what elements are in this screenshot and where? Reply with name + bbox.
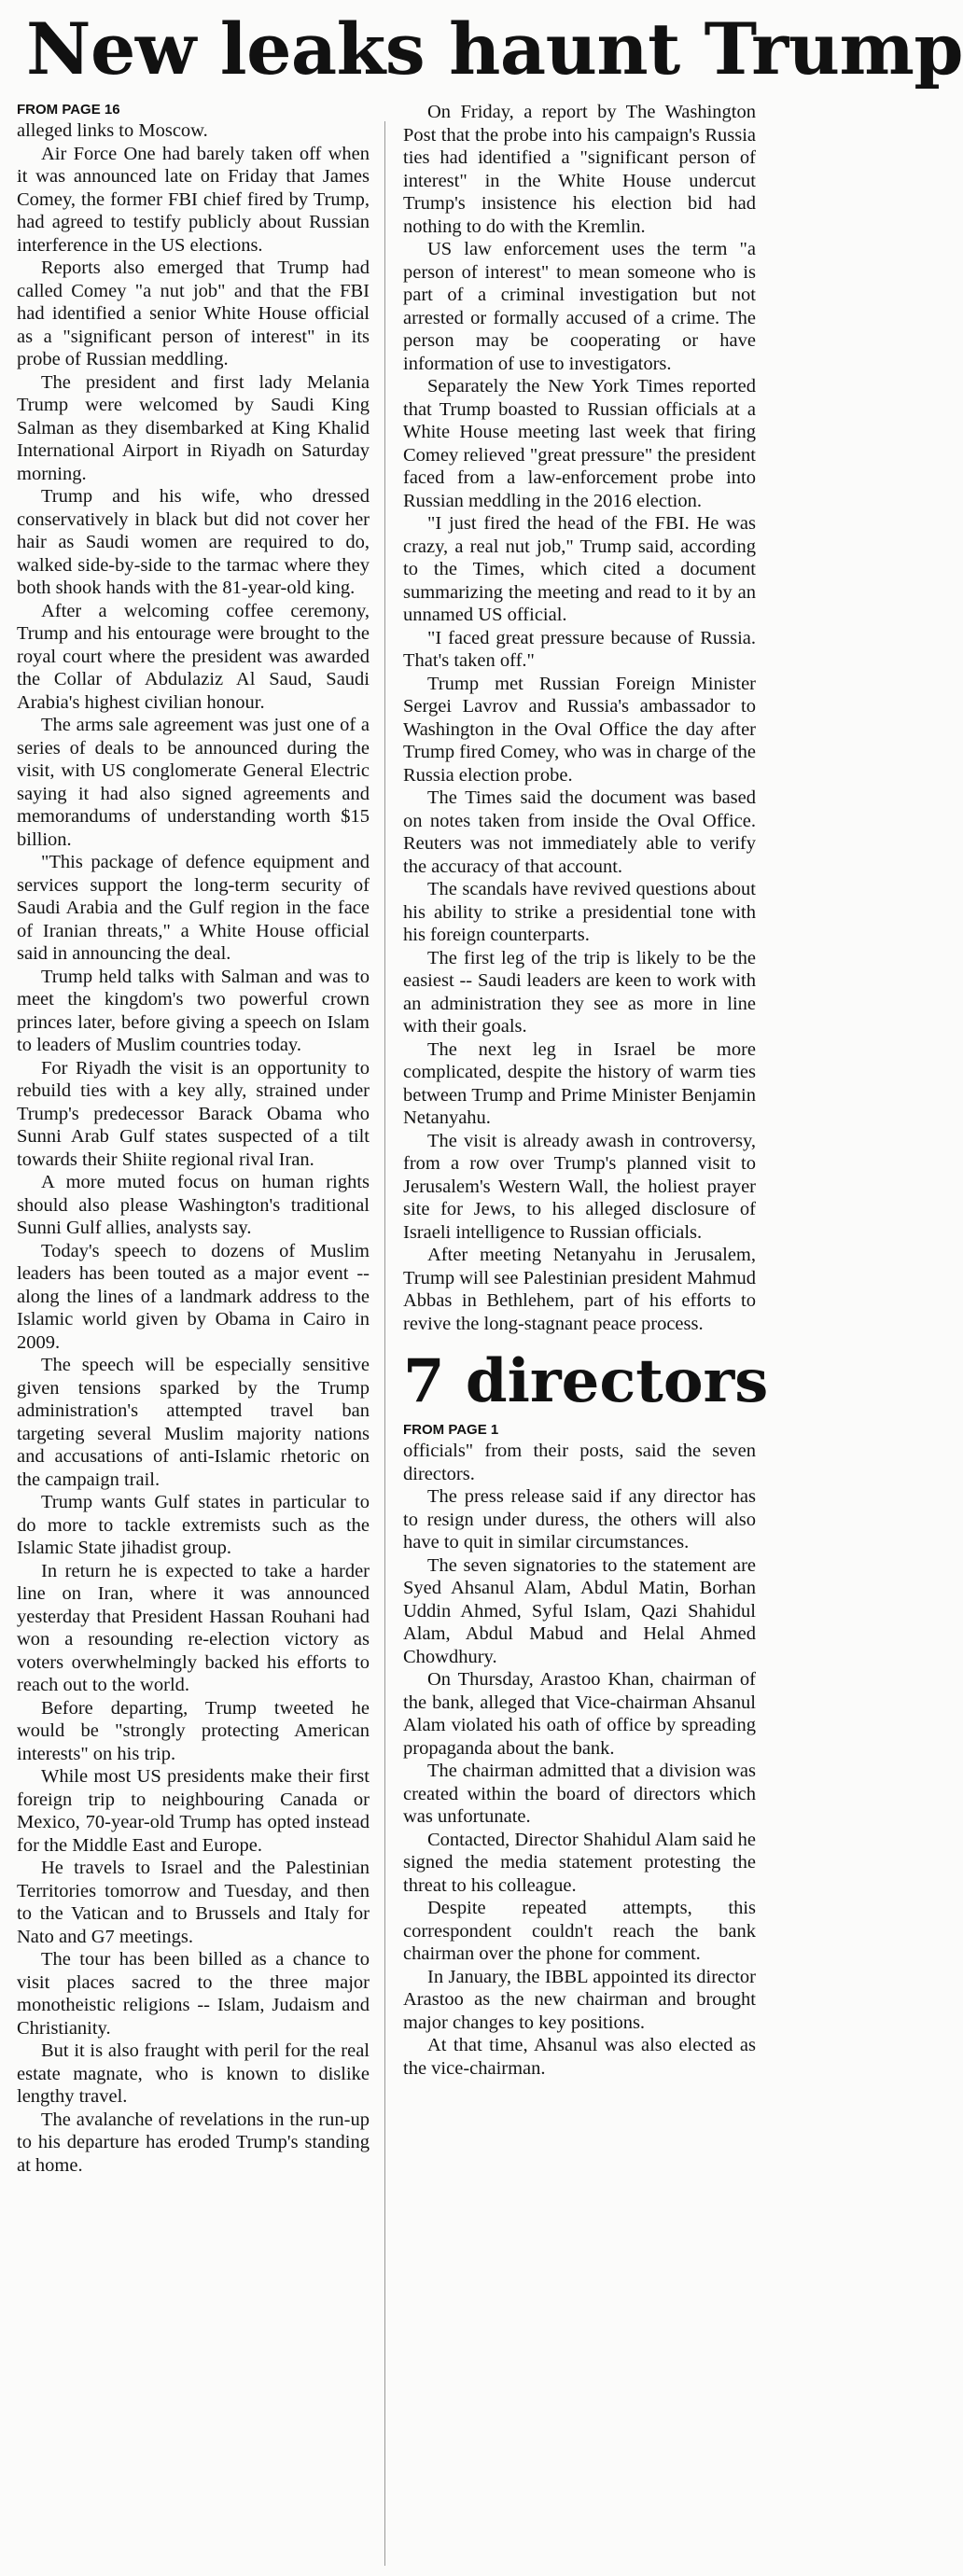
article-body-directors bbox=[403, 1440, 756, 2080]
paragraph: The press release said if any director has to resign under duress, the others will also have to quit in similar circumstances. bbox=[403, 1486, 756, 1553]
paragraph: He travels to Israel and the Palestinian Territories tomorrow and Tuesday, and then to the Vatican and to Brussels and Italy for Nato and G7 meetings. bbox=[17, 1858, 370, 1947]
paragraph: After meeting Netanyahu in Jerusalem, Trump will see Palestinian president Mahmud Abbas in Bethlehem, part of his efforts to revive the long-stagnant peace process. bbox=[403, 1245, 756, 1334]
paragraph: Air Force One had barely taken off when it was announced late on Friday that James Comey, the former FBI chief fired by Trump, had agreed to testify publicly about Russian interference in the US elections. bbox=[17, 143, 370, 256]
column-divider bbox=[384, 121, 385, 2566]
paragraph: alleged links to Moscow. bbox=[17, 120, 208, 141]
headline-7-directors: 7 directors bbox=[403, 1346, 769, 1416]
article-body-left bbox=[17, 119, 370, 2177]
paragraph: The arms sale agreement was just one of a series of deals to be announced during the visit, with US conglomerate General Electric saying it had also signed agreements and memorandums of understanding worth $15 billion. bbox=[17, 715, 370, 850]
paragraph: officials" from their posts, said the seven directors. bbox=[403, 1441, 756, 1484]
paragraph: On Thursday, Arastoo Khan, chairman of the bank, alleged that Vice-chairman Ahsanul Alam violated his oath of office by spreading propaganda about the bank. bbox=[403, 1669, 756, 1759]
article-body-right bbox=[403, 101, 756, 1335]
paragraph: Contacted, Director Shahidul Alam said he signed the media statement protesting the threat to his colleague. bbox=[403, 1829, 756, 1896]
paragraph: The Times said the document was based on notes taken from inside the Oval Office. Reuters was not immediately able to verify the accuracy of that account. bbox=[403, 787, 756, 877]
paragraph: "This package of defence equipment and services support the long-term security of Saudi Arabia and the Gulf region in the face of Iranian threats," a White House official said in announcing the deal. bbox=[17, 852, 370, 964]
paragraph: "I just fired the head of the FBI. He was crazy, a real nut job," Trump said, according to the Times, which cited a document summarizing the meeting and read to it by an unnamed US official. bbox=[403, 513, 756, 625]
paragraph: A more muted focus on human rights should also please Washington's traditional Sunni Gulf allies, analysts say. bbox=[17, 1172, 370, 1238]
paragraph: At that time, Ahsanul was also elected as the vice-chairman. bbox=[403, 2035, 756, 2079]
paragraph: The scandals have revived questions about his ability to strike a presidential tone with his foreign counterparts. bbox=[403, 879, 756, 945]
from-page-label-2: FROM PAGE 1 bbox=[403, 1422, 499, 1438]
paragraph: The next leg in Israel be more complicated, despite the history of warm ties between Trump and Prime Minister Benjamin Netanyahu. bbox=[403, 1038, 756, 1128]
column-left bbox=[17, 101, 370, 2177]
paragraph: Trump held talks with Salman and was to meet the kingdom's two powerful crown princes later, before giving a speech on Islam to leaders of Muslim countries today. bbox=[17, 966, 370, 1055]
paragraph: Trump met Russian Foreign Minister Sergei Lavrov and Russia's ambassador to Washington in the Oval Office the day after Trump fired Comey, who was in charge of the Russia election probe. bbox=[403, 673, 756, 786]
paragraph: Trump wants Gulf states in particular to do more to tackle extremists such as the Islamic State jihadist group. bbox=[17, 1492, 370, 1558]
paragraph: On Friday, a report by The Washington Post that the probe into his campaign's Russia ties had identified a "significant person of interest" in the White House undercut Trump's insistence his election bid had nothing to do with the Kremlin. bbox=[403, 102, 756, 237]
paragraph: After a welcoming coffee ceremony, Trump and his entourage were brought to the royal court where the president was awarded the Collar of Abdulaziz Al Saud, Saudi Arabia's highest civilian honour. bbox=[17, 600, 370, 713]
paragraph: The tour has been billed as a chance to visit places sacred to the three major monotheistic religions -- Islam, Judaism and Christianity. bbox=[17, 1949, 370, 2039]
paragraph: For Riyadh the visit is an opportunity to rebuild ties with a key ally, strained under Trump's predecessor Barack Obama who Sunni Arab Gulf states suspected of a tilt towards their Shiite regional rival Iran. bbox=[17, 1057, 370, 1170]
paragraph: While most US presidents make their first foreign trip to neighbouring Canada or Mexico, 70-year-old Trump has opted instead for the Middle East and Europe. bbox=[17, 1766, 370, 1856]
paragraph: "I faced great pressure because of Russia. That's taken off." bbox=[403, 627, 756, 671]
paragraph: Separately the New York Times reported that Trump boasted to Russian officials at a White House meeting last week that firing Comey relieved "great pressure" the president faced from a law-enforcement probe into Russian meddling in the 2016 election. bbox=[403, 376, 756, 511]
article-columns bbox=[17, 101, 769, 2177]
from-page-label: FROM PAGE 16 bbox=[17, 102, 120, 118]
paragraph: Trump and his wife, who dressed conservatively in black but did not cover her hair as Saudi women are required to do, walked side-by-side to the tarmac where they both shook hands with the 81-year-old king. bbox=[17, 486, 370, 598]
paragraph: In January, the IBBL appointed its director Arastoo as the new chairman and brought major changes to key positions. bbox=[403, 1966, 756, 2033]
paragraph: The visit is already awash in controversy, from a row over Trump's planned visit to Jerusalem's Western Wall, the holiest prayer site for Jews, to his alleged disclosure of Israeli intelligence to Russian officials. bbox=[403, 1130, 756, 1243]
paragraph: US law enforcement uses the term "a person of interest" to mean someone who is part of a criminal investigation but not arrested or formally accused of a crime. The person may be cooperating or have information of use to investigators. bbox=[403, 239, 756, 374]
paragraph: The speech will be especially sensitive given tensions sparked by the Trump administration's attempted travel ban targeting several Muslim majority nations and accusations of anti-Islamic rhetoric on the campaign trail. bbox=[17, 1355, 370, 1490]
column-right bbox=[403, 101, 769, 2177]
paragraph: Despite repeated attempts, this correspondent couldn't reach the bank chairman over the phone for comment. bbox=[403, 1898, 756, 1964]
paragraph: The avalanche of revelations in the run-up to his departure has eroded Trump's standing at home. bbox=[17, 2109, 370, 2176]
paragraph: The first leg of the trip is likely to be the easiest -- Saudi leaders are keen to work with an administration they see as more in line with their goals. bbox=[403, 947, 756, 1037]
headline-new-leaks: New leaks haunt Trump bbox=[26, 7, 963, 91]
paragraph: The seven signatories to the statement are Syed Ahsanul Alam, Abdul Matin, Borhan Uddin Ahmed, Syful Islam, Qazi Shahidul Alam, Abdul Mabud and Helal Ahmed Chowdhury. bbox=[403, 1554, 756, 1667]
paragraph: Before departing, Trump tweeted he would be "strongly protecting American interests" on his trip. bbox=[17, 1697, 370, 1764]
paragraph: Reports also emerged that Trump had called Comey "a nut job" and that the FBI had identified a senior White House official as a "significant person of interest" in its probe of Russian meddling. bbox=[17, 258, 370, 369]
paragraph: But it is also fraught with peril for the real estate magnate, who is known to dislike lengthy travel. bbox=[17, 2040, 370, 2107]
paragraph: The chairman admitted that a division was created within the board of directors which was unfortunate. bbox=[403, 1761, 756, 1827]
paragraph: In return he is expected to take a harder line on Iran, where it was announced yesterday that President Hassan Rouhani had won a resounding re-election victory as voters overwhelmingly backed his efforts to reach out to the world. bbox=[17, 1560, 370, 1695]
paragraph: Today's speech to dozens of Muslim leaders has been touted as a major event -- along the lines of a landmark address to the Islamic world given by Obama in Cairo in 2009. bbox=[17, 1240, 370, 1353]
paragraph: The president and first lady Melania Trump were welcomed by Saudi King Salman as they disembarked at King Khalid International Airport in Riyadh on Saturday morning. bbox=[17, 371, 370, 484]
